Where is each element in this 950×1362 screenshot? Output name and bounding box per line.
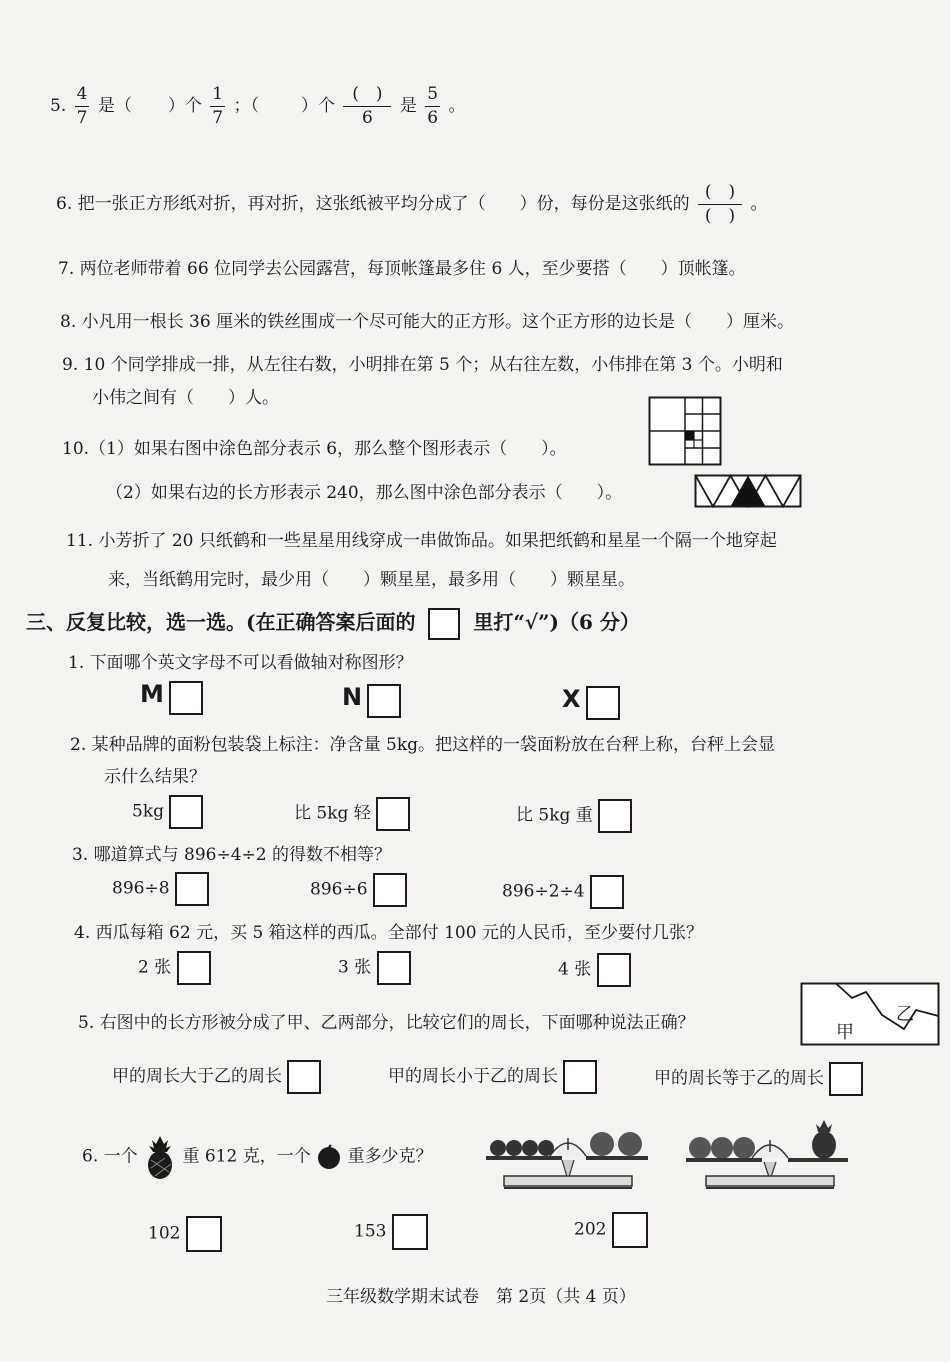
balance-scale-1: [484, 1126, 654, 1192]
answer-box[interactable]: [376, 797, 410, 831]
q3-2-option-3[interactable]: 比 5kg 重: [516, 799, 632, 833]
q3-5-option-2[interactable]: 甲的周长小于乙的周长: [388, 1060, 597, 1094]
split-rectangle-svg: [800, 982, 940, 1046]
q3-3-option-2[interactable]: 896÷6: [310, 873, 407, 907]
question-2-6: 6. 把一张正方形纸对折，再对折，这张纸被平均分成了（ ）份，每份是这张纸的 $\frac{( )}{( )}$ 。: [56, 182, 768, 226]
label-yi: 乙: [896, 1004, 914, 1025]
question-3-1: 1. 下面哪个英文字母不可以看做轴对称图形？: [68, 653, 413, 673]
answer-box[interactable]: [169, 795, 203, 829]
q3-3-option-1[interactable]: 896÷8: [112, 872, 209, 906]
page-footer: 三年级数学期末试卷 第 2页（共 4 页）: [326, 1287, 636, 1307]
question-2-10-2: （2）如果右边的长方形表示 240，那么图中涂色部分表示（ ）。: [106, 483, 623, 503]
question-2-9-line1: 9. 10 个同学排成一排，从左往右数，小明排在第 5 个；从右往左数，小伟排在第 3 个。小明和: [62, 355, 783, 375]
question-3-6: 6. 一个 重 612 克，一个 重多少克？: [82, 1134, 433, 1180]
q3-5-option-1[interactable]: 甲的周长大于乙的周长: [112, 1060, 321, 1094]
split-rectangle-figure: [800, 982, 940, 1046]
fraction-1-7: $\frac{1}{7}$: [212, 84, 224, 128]
shaded-cell: [685, 431, 694, 440]
orange-icon: [316, 1144, 342, 1170]
answer-box[interactable]: [287, 1060, 321, 1094]
question-2-11-line1: 11. 小芳折了 20 只纸鹤和一些星星用线穿成一串做饰品。如果把纸鹤和星星一个隔一个地穿起: [66, 531, 777, 551]
answer-box[interactable]: [377, 951, 411, 985]
balance-scale-2: [684, 1118, 854, 1192]
q3-3-option-3[interactable]: 896÷2÷4: [502, 875, 624, 909]
question-3-4: 4. 西瓜每箱 62 元，买 5 箱这样的西瓜。全部付 100 元的人民币，至少要付几张？: [74, 923, 703, 943]
q3-2-option-2[interactable]: 比 5kg 轻: [294, 797, 410, 831]
question-2-7: 7. 两位老师带着 66 位同学去公园露营，每顶帐篷最多住 6 人，至少要搭（ ）顶帐篷。: [58, 259, 746, 279]
answer-box[interactable]: [590, 875, 624, 909]
fraction-4-7: $\frac{4}{7}$: [76, 84, 88, 128]
question-3-2-line2: 示什么结果？: [104, 767, 206, 787]
fraction-blank-blank: $\frac{( )}{( )}$: [698, 184, 742, 225]
q3-4-option-1[interactable]: 2 张: [138, 951, 211, 985]
q3-2-option-1[interactable]: 5kg: [132, 795, 203, 829]
fraction-blank-6: $\frac{( )}{6}$: [343, 86, 391, 127]
fraction-5-6: $\frac{5}{6}$: [427, 84, 439, 128]
pineapple-icon: [143, 1134, 177, 1180]
q3-1-option-n[interactable]: N: [342, 683, 401, 718]
question-2-9-line2: 小伟之间有（ ）人。: [92, 388, 279, 408]
q3-6-option-1[interactable]: 102: [148, 1216, 222, 1252]
answer-box[interactable]: [175, 872, 209, 906]
answer-box[interactable]: [597, 953, 631, 987]
q3-6-option-2[interactable]: 153: [354, 1214, 428, 1250]
question-3-2-line1: 2. 某种品牌的面粉包装袋上标注：净含量 5kg。把这样的一袋面粉放在台秤上称，台秤上会显: [70, 735, 776, 755]
q3-1-option-m[interactable]: M: [140, 680, 203, 715]
question-2-11-line2: 来，当纸鹤用完时，最少用（ ）颗星星，最多用（ ）颗星星。: [108, 570, 635, 590]
answer-box[interactable]: [169, 681, 203, 715]
answer-box[interactable]: [586, 686, 620, 720]
answer-box[interactable]: [598, 799, 632, 833]
q3-5-option-3[interactable]: 甲的周长等于乙的周长: [654, 1062, 863, 1096]
answer-box[interactable]: [186, 1216, 222, 1252]
q3-1-option-x[interactable]: X: [562, 685, 620, 720]
answer-box-sample: [428, 608, 460, 640]
answer-box[interactable]: [367, 684, 401, 718]
q3-4-option-3[interactable]: 4 张: [558, 953, 631, 987]
question-2-10-1: 10.（1）如果右图中涂色部分表示 6，那么整个图形表示（ ）。: [62, 439, 567, 459]
triangle-strip-figure: [694, 474, 802, 508]
label-jia: 甲: [836, 1022, 854, 1043]
answer-box[interactable]: [392, 1214, 428, 1250]
answer-box[interactable]: [177, 951, 211, 985]
answer-box[interactable]: [563, 1060, 597, 1094]
question-3-5: 5. 右图中的长方形被分成了甲、乙两部分，比较它们的周长，下面哪种说法正确？: [78, 1013, 695, 1033]
question-3-3: 3. 哪道算式与 896÷4÷2 的得数不相等？: [72, 845, 391, 865]
section-3-heading: 三、反复比较，选一选。(在正确答案后面的 里打“√”)（6 分）: [26, 606, 640, 640]
square-grid-figure: [648, 396, 722, 466]
q3-4-option-2[interactable]: 3 张: [338, 951, 411, 985]
question-2-5: 5. $\frac{4}{7}$ 是（ ）个 $\frac{1}{7}$ ；（ ）个 $\frac{( )}{6}$ 是 $\frac{5}{6}$ 。: [50, 84, 466, 128]
answer-box[interactable]: [612, 1212, 648, 1248]
answer-box[interactable]: [829, 1062, 863, 1096]
q3-6-option-3[interactable]: 202: [574, 1212, 648, 1248]
question-2-8: 8. 小凡用一根长 36 厘米的铁丝围成一个尽可能大的正方形。这个正方形的边长是（ ）厘米。: [60, 312, 795, 332]
answer-box[interactable]: [373, 873, 407, 907]
